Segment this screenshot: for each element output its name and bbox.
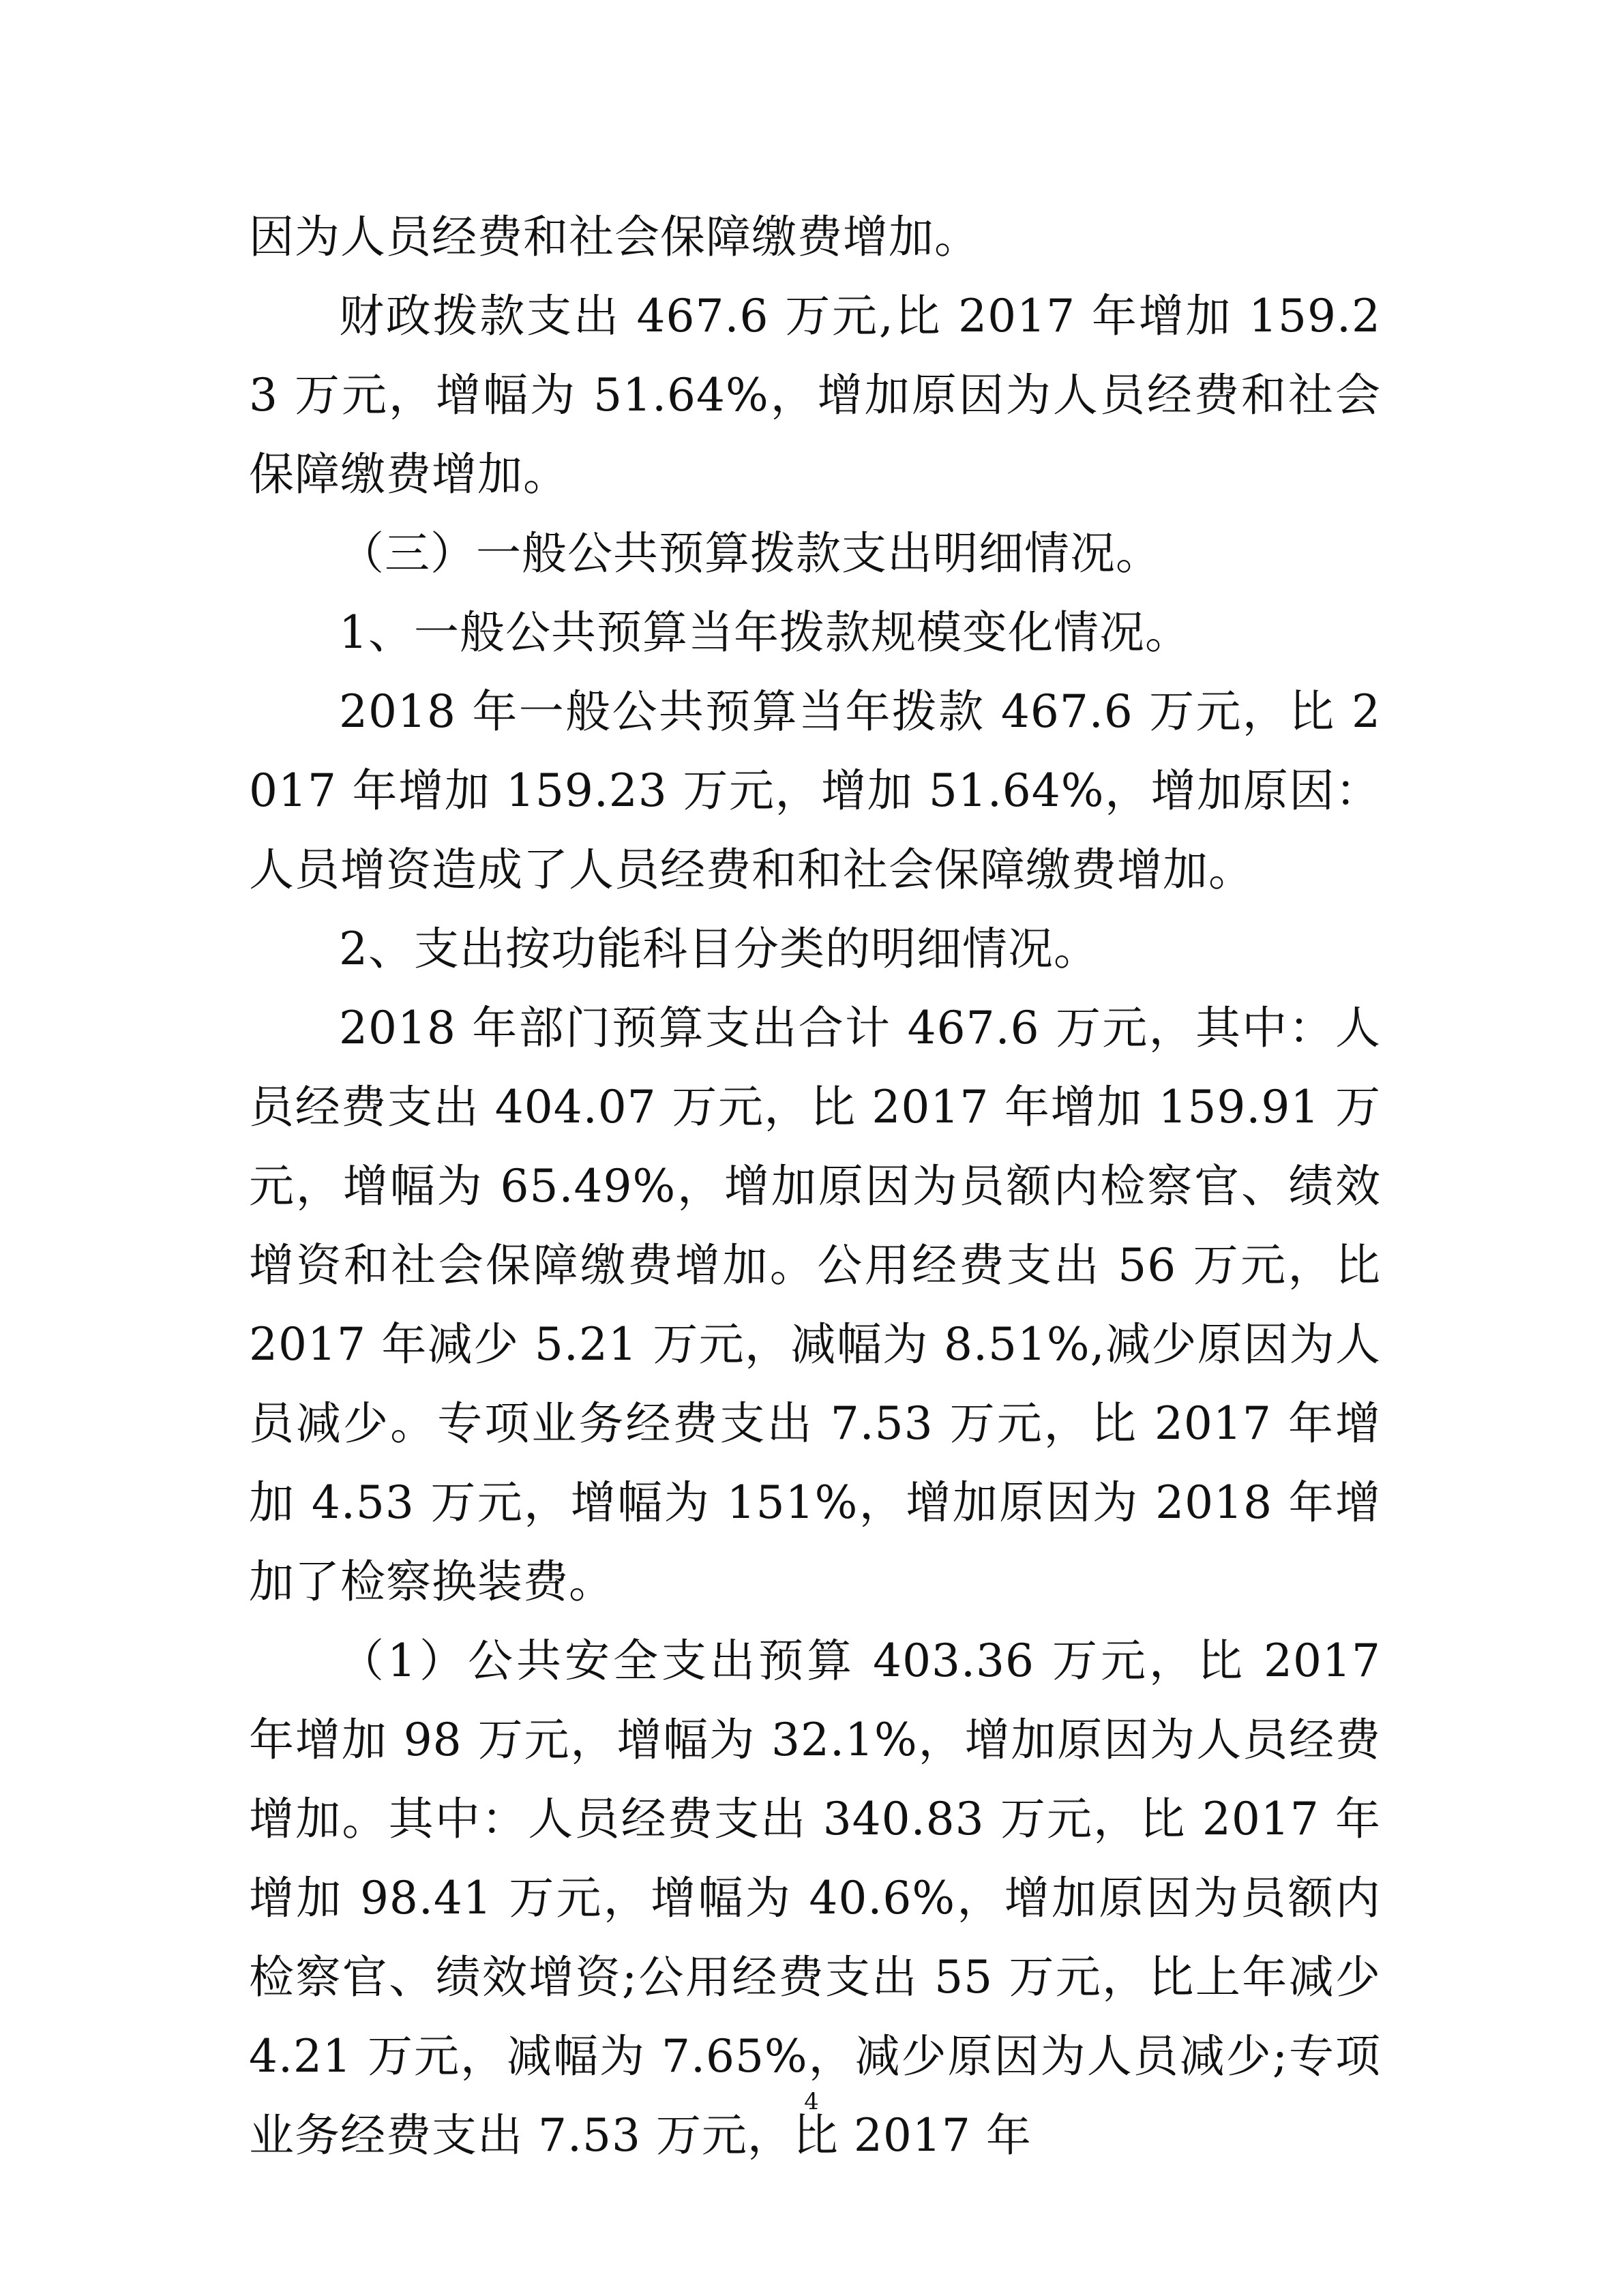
subheading-1: 1、一般公共预算当年拨款规模变化情况。 (339, 606, 1191, 659)
paragraph-4: 2018 年部门预算支出合计 467.6 万元，其中：人员经费支出 404.07 万元，比 2017 年增加 159.91 万元，增幅为 65.49%，增加原因为员额内检察官、绩效增资和社会保障缴费增加。公用经费支出 56 万元，比 2017 年减少 5.21 万元，减幅为 8.51%,减少原因为人员减少。专项业务经费支出 7.53 万元，比 2017 年增加 4.53 万元，增幅为 151%，增加原因为 2018 年增加了检察换装费。 (249, 1002, 1381, 1608)
section-heading-3: （三）一般公共预算拨款支出明细情况。 (339, 527, 1161, 580)
body-text (249, 198, 1381, 2175)
paragraph-2: 财政拨款支出 467.6 万元,比 2017 年增加 159.23 万元，增幅为 51.64%，增加原因为人员经费和社会保障缴费增加。 (249, 290, 1381, 501)
page-number: 4 (804, 2088, 819, 2115)
subheading-2: 2、支出按功能科目分类的明细情况。 (339, 923, 1099, 975)
paragraph-3: 2018 年一般公共预算当年拨款 467.6 万元，比 2017 年增加 159.23 万元，增加 51.64%，增加原因：人员增资造成了人员经费和和社会保障缴费增加。 (249, 685, 1381, 896)
paragraph-5: （1）公共安全支出预算 403.36 万元，比 2017 年增加 98 万元，增幅为 32.1%，增加原因为人员经费增加。其中：人员经费支出 340.83 万元，比 2017 年增加 98.41 万元，增幅为 40.6%，增加原因为员额内检察官、绩效增资;公用经费支出 55 万元，比上年减少 4.21 万元，减幅为 7.65%，减少原因为人员减少;专项业务经费支出 7.53 万元，比 2017 年 (249, 1635, 1381, 2162)
paragraph-1: 因为人员经费和社会保障缴费增加。 (249, 211, 980, 263)
